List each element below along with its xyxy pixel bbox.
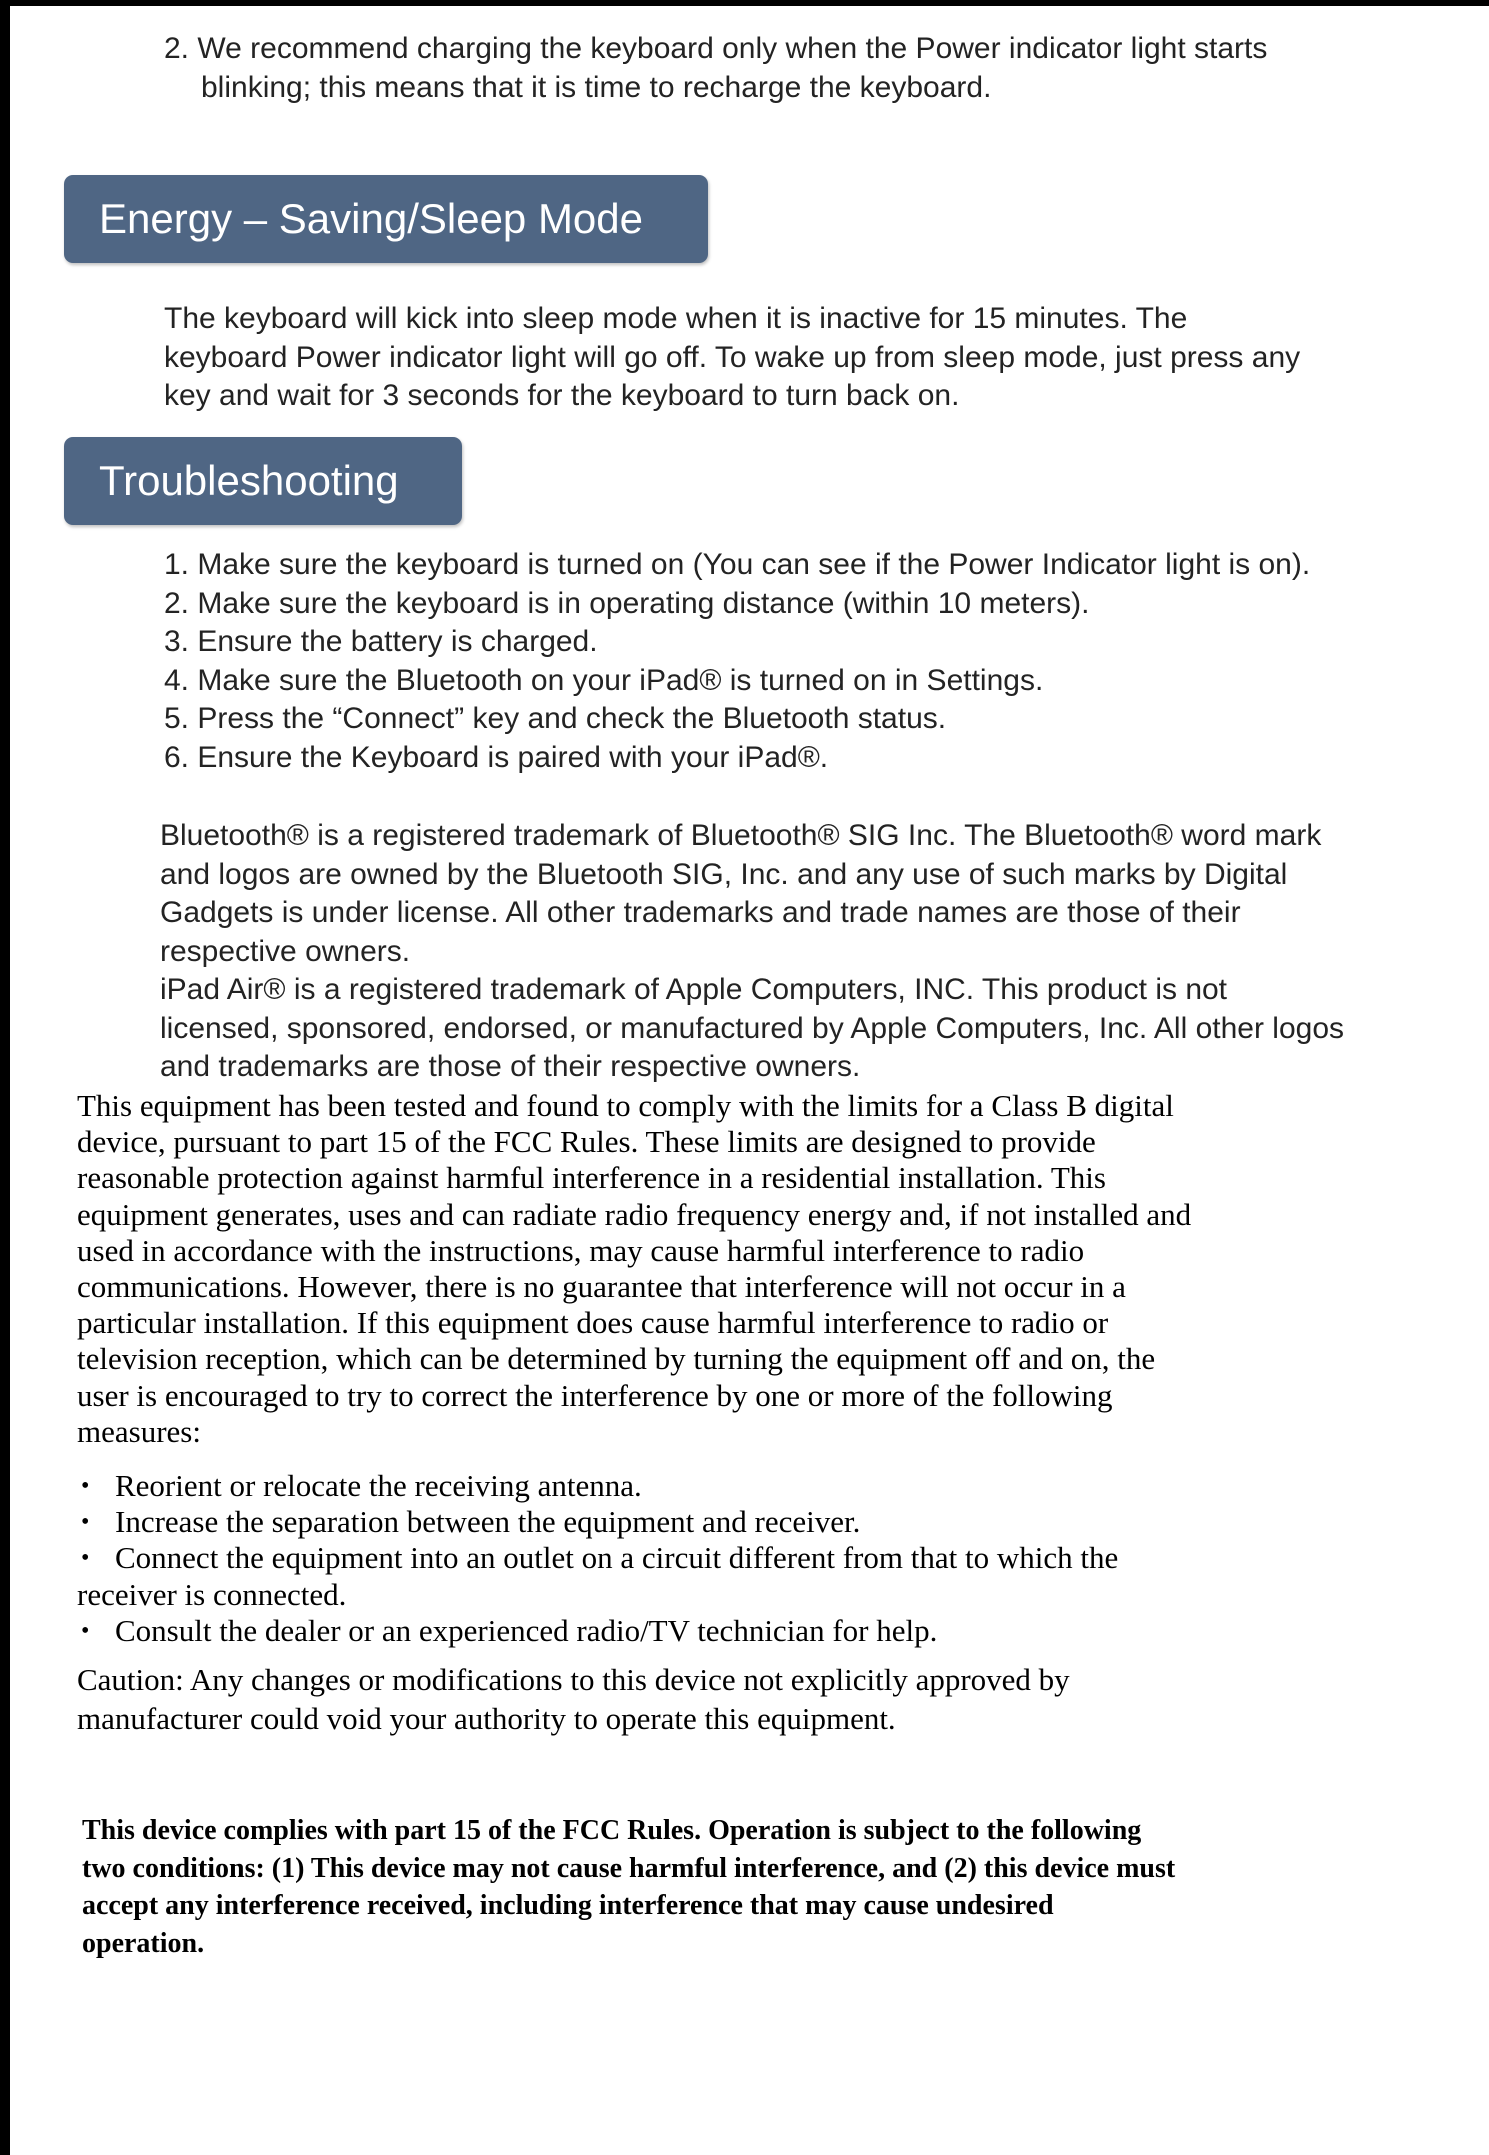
sleep-mode-text: The keyboard will kick into sleep mode when it is inactive for 15 minutes. The keyboard Power indicator light will go off. To wake up from sleep mode, just press any key and wait for 3 seconds for the keyboard to turn back on.	[164, 302, 1301, 412]
fcc-measure-text: Increase the separation between the equipment and receiver.	[115, 1504, 861, 1540]
fcc-caution-text: Caution: Any changes or modifications to this device not explicitly approved by manufacturer could void your authority to operate this equipment.	[77, 1662, 1070, 1736]
fcc-measure-item	[77, 1468, 1187, 1504]
bluetooth-trademark-notice	[160, 817, 1350, 971]
troubleshooting-item: 1. Make sure the keyboard is turned on (You can see if the Power Indicator light is on).	[164, 548, 1311, 581]
energy-heading-text: Energy – Saving/Sleep Mode	[99, 195, 644, 242]
fcc-caution	[77, 1660, 1137, 1738]
energy-section-heading	[64, 175, 708, 263]
fcc-statement-text: This equipment has been tested and found to comply with the limits for a Class B digital device, pursuant to part 15 of the FCC Rules. These limits are designed to provide reasonable protection against harmful interference in a residential installation. This equipment generates, uses and can radiate radio frequency energy and, if not installed and used in accordance with the instructions, may cause harmful interference to radio communications. However, there is no guarantee that interference will not occur in a particular installation. If this equipment does cause harmful interference to radio or television reception, which can be determined by turning the equipment off and on, the user is encouraged to try to correct the interference by one or more of the following measures:	[77, 1088, 1192, 1449]
troubleshooting-heading-text: Troubleshooting	[99, 457, 399, 504]
fcc-compliance-statement	[82, 1812, 1182, 1962]
fcc-measures	[77, 1468, 1187, 1649]
fcc-measure-text: Connect the equipment into an outlet on a circuit different from that to which the receiver is connected.	[77, 1540, 1119, 1612]
troubleshooting-section-heading	[64, 437, 462, 525]
fcc-measure-item	[77, 1613, 1187, 1649]
troubleshooting-item: 2. Make sure the keyboard is in operating distance (within 10 meters).	[164, 586, 1090, 620]
bullet-icon: •	[81, 1617, 90, 1644]
ipad-trademark-text: iPad Air® is a registered trademark of Apple Computers, INC. This product is not licensed, sponsored, endorsed, or manufactured by Apple Computers, Inc. All other logos and trademarks are those of their respective owners.	[160, 973, 1345, 1083]
fcc-measure-text: Consult the dealer or an experienced radio/TV technician for help.	[115, 1612, 938, 1648]
fcc-measure-text: Reorient or relocate the receiving antenna.	[115, 1468, 642, 1503]
troubleshooting-item: 6. Ensure the Keyboard is paired with your iPad®.	[164, 740, 829, 774]
charging-note-text: We recommend charging the keyboard only when the Power indicator light starts blinking; this means that it is time to recharge the keyboard.	[197, 32, 1268, 104]
charging-note	[164, 30, 1351, 107]
fcc-measure-item	[77, 1504, 1187, 1540]
fcc-compliance-text: This device complies with part 15 of the FCC Rules. Operation is subject to the following two conditions: (1) This device may not cause harmful interference, and (2) this device must accept any interference received, including interference that may cause undesired operation.	[82, 1815, 1176, 1959]
bluetooth-trademark-text: Bluetooth® is a registered trademark of Bluetooth® SIG Inc. The Bluetooth® word mark and logos are owned by the Bluetooth SIG, Inc. and any use of such marks by Digital Gadgets is under license. All other trademarks and trade names are those of their respective owners.	[160, 819, 1322, 968]
bullet-icon: •	[81, 1545, 90, 1572]
bullet-icon: •	[81, 1509, 90, 1536]
bullet-icon: •	[81, 1473, 90, 1499]
troubleshooting-item: 3. Ensure the battery is charged.	[164, 625, 598, 658]
charging-note-number: 2.	[164, 32, 190, 65]
fcc-statement	[77, 1088, 1192, 1450]
troubleshooting-item: 5. Press the “Connect” key and check the Bluetooth status.	[164, 702, 947, 735]
fcc-measure-item	[77, 1540, 1187, 1612]
troubleshooting-item: 4. Make sure the Bluetooth on your iPad® is turned on in Settings.	[164, 663, 1044, 697]
sleep-mode-paragraph	[164, 300, 1314, 416]
troubleshooting-list	[164, 546, 1344, 777]
ipad-trademark-notice	[160, 971, 1350, 1087]
